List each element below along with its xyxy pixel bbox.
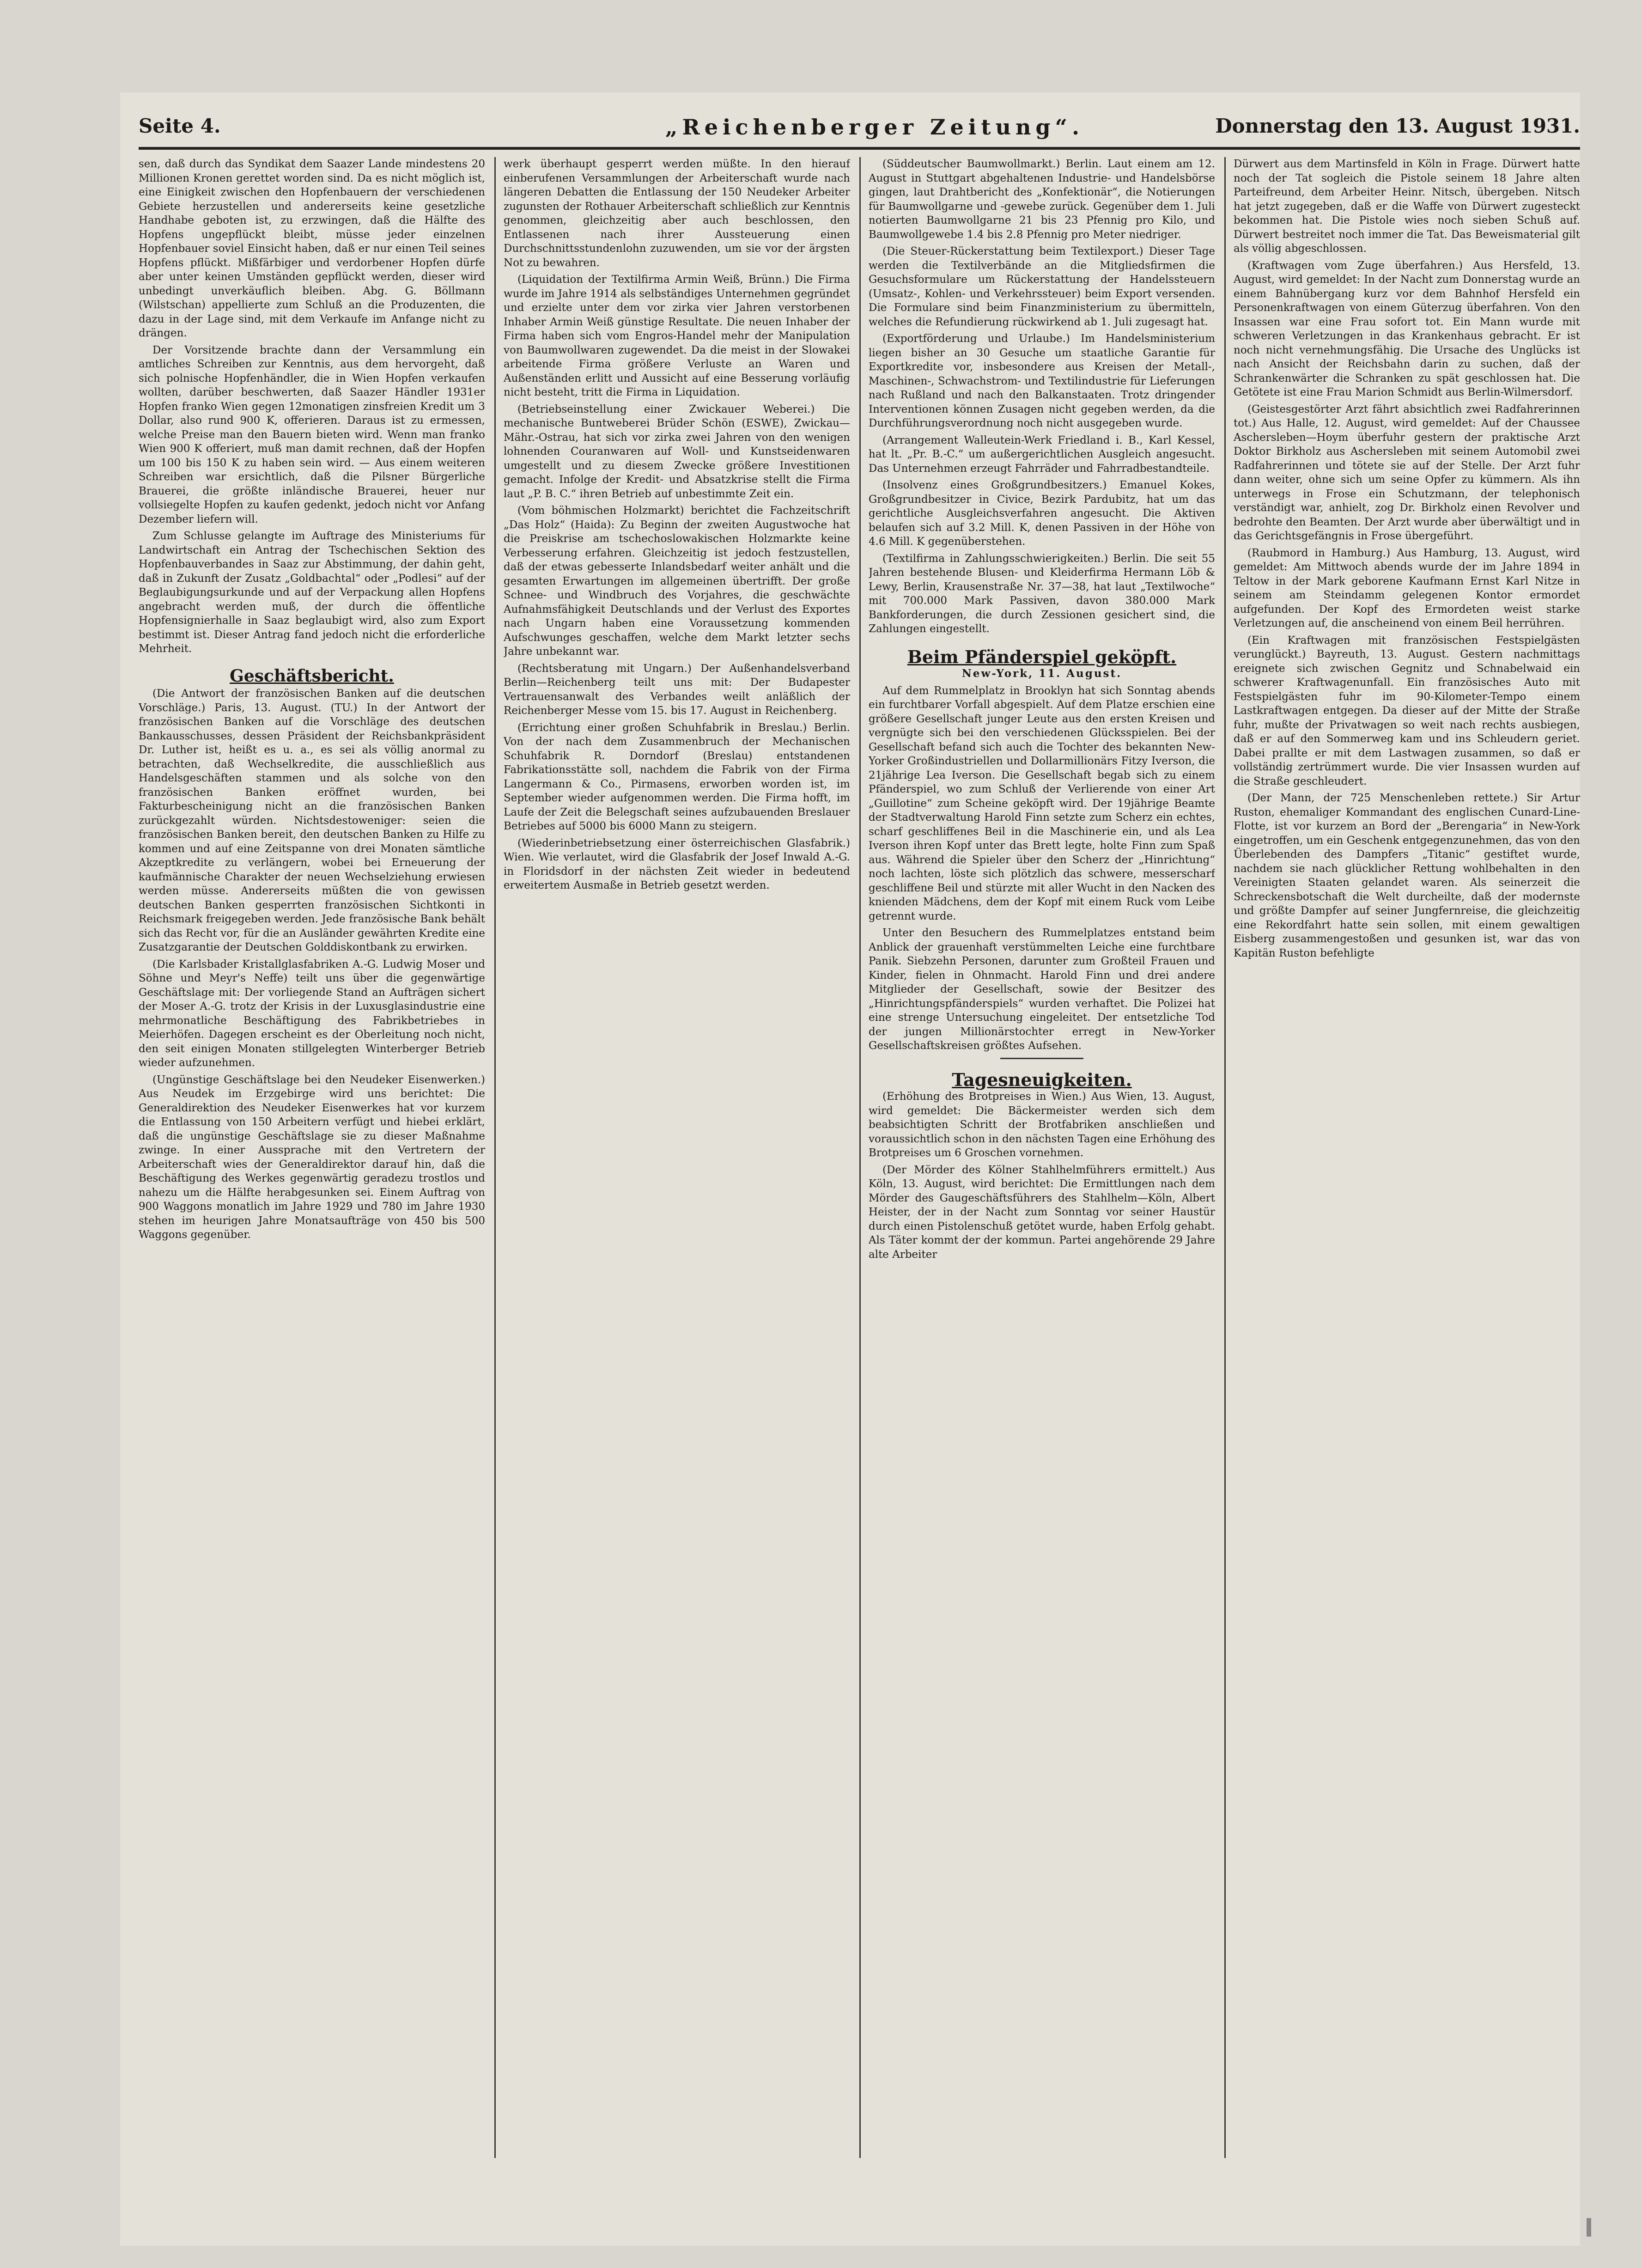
article-text: Unter den Besuchern des Rummelplatzes entstand beim Anblick der grauenhaft verstümmelten Leiche eine furchtbare Panik. Siebzehn Personen, darunter zum Großteil Frauen und Kinder, fielen in Ohnmacht. Harold Finn und drei andere Mitglieder der Gesellschaft, sowie der Besitzer des „Hinrichtungspfänderspiels“ wurden verhaftet. Die Polizei hat eine strenge Untersuchung eingeleitet. Der entsetzliche Tod der jungen Millionärstochter erregt in New-Yorker Gesellschaftskreisen größtes Aufsehen. bbox=[869, 927, 1215, 1052]
article-text: (Die Karlsbader Kristallglasfabriken A.-G. Ludwig Moser und Söhne und Meyr's Neffe) teilt uns über die gegenwärtige Geschäftslage mit: Der vorliegende Stand an Aufträgen sichert der Moser A.-G. trotz der Krisis in der Luxusglasindustrie eine mehrmonatliche Beschäftigung des Fabrikbetriebes in Meierhöfen. Dagegen erscheint es der Oberleitung noch nicht, den seit einigen Monaten stillgelegten Winterberger Betrieb wieder aufzunehmen. bbox=[139, 958, 485, 1069]
column-3 bbox=[869, 157, 1215, 2190]
section-heading-business: Geschäftsbericht. bbox=[230, 666, 394, 686]
article-text: Zum Schlusse gelangte im Auftrage des Ministeriums für Landwirtschaft ein Antrag der Tschechischen Sektion des Hopfenbauverbandes in Saaz zur Abstimmung, der dahin geht, daß in Zukunft der Zusatz „Goldbachtal“ oder „Podlesi“ auf der Beglaubigungsurkunde und auf der Verpackung allen Hopfens angebracht werden muß, der durch die öffentliche Hopfensignierhalle in Saaz beglaubigt wird, also zum Export bestimmt ist. Dieser Antrag fand jedoch nicht die erforderliche Mehrheit. bbox=[139, 530, 485, 655]
article-text: (Betriebseinstellung einer Zwickauer Weberei.) Die mechanische Buntweberei Brüder Schön (ESWE), Zwickau—Mähr.-Ostrau, hat sich vor zirka zwei Jahren von den wenigen lohnenden Couranwaren auf Woll- und Kunstseidenwaren umgestellt und zu diesem Zwecke größere Investitionen gemacht. Infolge der Kredit- und Absatzkrise stellt die Firma laut „P. B. C.“ ihren Betrieb auf unbestimmte Zeit ein. bbox=[504, 403, 850, 500]
article-text: (Textilfirma in Zahlungsschwierigkeiten.) Berlin. Die seit 55 Jahren bestehende Blusen- und Kleiderfirma Hermann Löb & Lewy, Berlin, Krausenstraße Nr. 37—38, hat laut „Textilwoche“ mit 700.000 Mark Passiven, davon 380.000 Mark Bankforderungen, die durch Zessionen gesichert sind, die Zahlungen eingestellt. bbox=[869, 552, 1215, 635]
article-text: (Ungünstige Geschäftslage bei den Neudeker Eisenwerken.) Aus Neudek im Erzgebirge wird uns berichtet: Die Generaldirektion des Neudeker Eisenwerkes hat vor kurzem die Entlassung von 150 Arbeitern verfügt und hiebei erklärt, daß die ungünstige Geschäftslage sie zu dieser Maßnahme zwinge. In einer Aussprache mit den Vertretern der Arbeiterschaft wies der Generaldirektor darauf hin, daß die Beschäftigung des Werkes gegenwärtig geradezu trostlos und nahezu um die Hälfte herabgesunken sei. Einem Auftrag von 900 Waggons monatlich im Jahre 1929 und 780 im Jahre 1930 stehen im heurigen Jahre Monatsaufträge von 450 bis 500 Waggons gegenüber. bbox=[139, 1073, 485, 1241]
page-edge-mark bbox=[1587, 2218, 1591, 2237]
page-number: Seite 4. bbox=[139, 115, 221, 137]
article-text: Dürwert aus dem Martinsfeld in Köln in Frage. Dürwert hatte noch der Tat sogleich die Pistole seinem 18 Jahre alten Parteifreund, dem Arbeiter Heinr. Nitsch, übergeben. Nitsch hat jetzt zugegeben, daß er die Waffe von Dürwert zugesteckt bekommen hat. Die Pistole wies noch sieben Schuß auf. Dürwert bestreitet noch immer die Tat. Das Beweismaterial gilt als völlig abgeschlossen. bbox=[1234, 158, 1580, 255]
page-header bbox=[139, 115, 1580, 147]
article-separator bbox=[1000, 1058, 1083, 1059]
newspaper-title: „Reichenberger Zeitung“. bbox=[665, 115, 1084, 140]
column-divider bbox=[1224, 157, 1226, 2158]
article-text: (Wiederinbetriebsetzung einer österreichischen Glasfabrik.) Wien. Wie verlautet, wird die Glasfabrik der Josef Inwald A.-G. in Floridsdorf in der nächsten Zeit wieder in bedeutend erweitertem Ausmaße in Betrieb gesetzt werden. bbox=[504, 837, 850, 891]
article-text: (Ein Kraftwagen mit französischen Festspielgästen verunglückt.) Bayreuth, 13. August. Gestern nachmittags ereignete sich zwischen Gegnitz und Schnabelwaid ein schwerer Kraftwagenunfall. Ein französisches Auto mit Festspielgästen fuhr im 90-Kilometer-Tempo einem Lastkraftwagen entgegen. Da dieser auf der Mitte der Straße fuhr, mußte der Privatwagen so weit nach rechts ausbiegen, daß er auf den Sommerweg kam und ins Schleudern geriet. Dabei prallte er mit dem Lastwagen zusammen, so daß er vollständig zertrümmert wurde. Die vier Insassen wurden auf die Straße geschleudert. bbox=[1234, 634, 1580, 787]
article-text: (Der Mörder des Kölner Stahlhelmführers ermittelt.) Aus Köln, 13. August, wird berichtet: Die Ermittlungen nach dem Mörder des Gaugeschäftsführers des Stahlhelm—Köln, Albert Heister, der in der Nacht zum Sonntag vor seiner Haustür durch einen Pistolenschuß getötet wurde, haben Erfolg gehabt. Als Täter kommt der der kommun. Partei angehörende 29 Jahre alte Arbeiter bbox=[869, 1164, 1215, 1261]
header-rule bbox=[139, 147, 1580, 150]
article-text: (Arrangement Walleutein-Werk Friedland i. B., Karl Kessel, hat lt. „Pr. B.-C.“ um außergerichtlichen Ausgleich angesucht. Das Unternehmen erzeugt Fahrräder und Fahrradbestandteile. bbox=[869, 434, 1215, 475]
issue-date: Donnerstag den 13. August 1931. bbox=[1215, 115, 1580, 137]
article-text: (Exportförderung und Urlaube.) Im Handelsministerium liegen bisher an 30 Gesuche um staatliche Garantie für Exportkredite vor, insbesondere aus Kreisen der Metall-, Maschinen-, Schwachstrom- und Textilindustrie für Lieferungen nach Rußland und nach den Balkanstaaten. Trotz dringender Interventionen können Zusagen nicht gegeben werden, da die Durchführungsverordnung noch nicht ausgegeben wurde. bbox=[869, 333, 1215, 429]
section-heading-news: Tagesneuigkeiten. bbox=[952, 1069, 1132, 1090]
article-text: (Süddeutscher Baumwollmarkt.) Berlin. Laut einem am 12. August in Stuttgart abgehaltenen Industrie- und Handelsbörse gingen, laut Drahtbericht des „Konfektionär“, die Notierungen für Baumwollgarne und -gewebe zurück. Gegenüber dem 1. Juli notierten Baumwollgarne 21 bis 23 Pfennig pro Kilo, und Baumwollgewebe 1.4 bis 2.8 Pfennig pro Meter niedriger. bbox=[869, 158, 1215, 241]
article-text: (Liquidation der Textilfirma Armin Weiß, Brünn.) Die Firma wurde im Jahre 1914 als selbständiges Unternehmen gegründet und erzielte unter dem vor zirka vier Jahren verstorbenen Inhaber Armin Weiß günstige Resultate. Die neuen Inhaber der Firma haben sich vom Engros-Handel mehr der Manipulation von Baumwollwaren zugewendet. Da die meist in der Slowakei arbeitende Firma größere Verluste an Waren und Außenständen erlitt und Aussicht auf eine Besserung vorläufig nicht besteht, tritt die Firma in Liquidation. bbox=[504, 274, 850, 398]
article-text: (Raubmord in Hamburg.) Aus Hamburg, 13. August, wird gemeldet: Am Mittwoch abends wurde der im Jahre 1894 in Teltow in der Mark geborene Kaufmann Ernst Karl Nitze in seinem am Steindamm gelegenen Kontor ermordet aufgefunden. Der Kopf des Ermordeten weist starke Verletzungen auf, die anscheinend von einem Beil herrühren. bbox=[1234, 547, 1580, 629]
article-text: Auf dem Rummelplatz in Brooklyn hat sich Sonntag abends ein furchtbarer Vorfall abgespielt. Auf dem Platze erschien eine größere Gesellschaft junger Leute aus den ersten Kreisen und vergnügte sich bei den verschiedenen Glücksspielen. Bei der Gesellschaft befand sich auch die Tochter des bekannten New-Yorker Großindustriellen und Dollarmillionärs Fitzy Iverson, die 21jährige Lea Iverson. Die Gesellschaft begab sich zu einem Pfänderspiel, wo zum Schluß der Verlierende von einer Art „Guillotine“ zum Scheine geköpft wird. Der 19jährige Beamte der Stadtverwaltung Harold Finn setzte zum Scherz ein echtes, scharf geschliffenes Beil in die Maschinerie ein, und als Lea Iverson ihren Kopf unter das Brett legte, holte Finn zum Spaß aus. Während die Spieler über den Scherz der „Hinrichtung“ noch lachten, löste sich plötzlich das schwere, messerscharf geschliffene Beil und stürzte mit aller Wucht in den Nacken des knienden Mädchens, dem der Kopf mit einem Ruck vom Leibe getrennt wurde. bbox=[869, 684, 1215, 922]
article-text: (Vom böhmischen Holzmarkt) berichtet die Fachzeitschrift „Das Holz“ (Haida): Zu Beginn der zweiten Augustwoche hat die Preiskrise am tschechoslowakischen Holzmarkte keine Verbesserung erfahren. Gleichzeitig ist jedoch festzustellen, daß der etwas gebesserte Inlandsbedarf weiter anhält und die gesamten Erwartungen im allgemeinen übertrifft. Der große Schnee- und Windbruch des Vorjahres, die geschwächte Aufnahmsfähigkeit Deutschlands und der Verlust des Exportes nach Ungarn haben eine Voraussetzung kommenden Aufschwunges geschaffen, welche dem Markt letzter sechs Jahre unbekannt war. bbox=[504, 505, 850, 658]
article-text: (Rechtsberatung mit Ungarn.) Der Außenhandelsverband Berlin—Reichenberg teilt uns mit: Der Budapester Vertrauensanwalt des Verbandes weilt anläßlich der Reichenberger Messe vom 15. bis 17. August in Reichenberg. bbox=[504, 662, 850, 717]
column-4 bbox=[1234, 157, 1580, 2190]
article-text: sen, daß durch das Syndikat dem Saazer Lande mindestens 20 Millionen Kronen gerettet worden sind. Da es nicht möglich ist, eine Einigkeit zwischen den Hopfenbauern der verschiedenen Gebiete herzustellen und andererseits keine gesetzliche Handhabe geboten ist, zu erzwingen, daß die Hälfte des Hopfens ungepflückt bleibt, müsse jeder einzelnen Hopfenbauer soviel Einsicht haben, daß er nur einen Teil seines Hopfens pflückt. Mißfärbiger und verdorbener Hopfen dürfe aber unter keinen Umständen gepflückt werden, dieser wird unbedingt unverkäuflich bleiben. Abg. G. Böllmann (Wilstschan) appellierte zum Schluß an die Produzenten, die dazu in der Lage sind, mit dem Verkaufe im Anfange nicht zu drängen. bbox=[139, 158, 485, 339]
column-1 bbox=[139, 157, 485, 2190]
article-text: Der Vorsitzende brachte dann der Versammlung ein amtliches Schreiben zur Kenntnis, aus dem hervorgeht, daß sich polnische Hopfenhändler, die in Wien Hopfen verkaufen wollten, darüber beschwerten, daß Saazer Händler 1931er Hopfen franko Wien gegen 12monatigen zinsfreien Kredit um 3 Dollar, also rund 900 K, offerieren. Daraus ist zu ermessen, welche Preise man den Bauern bieten wird. Wenn man franko Wien 900 K offeriert, muß man damit rechnen, daß der Hopfen um 100 bis 150 K zu haben sein wird. — Aus einem weiteren Schreiben war ersichtlich, daß die Pilsner Bürgerliche Brauerei, die größte inländische Brauerei, heuer nur vollsiegelte Hopfen zu kaufen gedenkt, jedoch nicht vor Anfang Dezember liefern will. bbox=[139, 344, 485, 525]
column-2 bbox=[504, 157, 850, 2190]
article-text: (Erhöhung des Brotpreises in Wien.) Aus Wien, 13. August, wird gemeldet: Die Bäckermeister werden sich dem beabsichtigten Schritt der Brotfabriken anschließen und voraussichtlich schon in den nächsten Tagen eine Erhöhung des Brotpreises um 6 Groschen vornehmen. bbox=[869, 1091, 1215, 1159]
article-title-pfaenderspiel: Beim Pfänderspiel geköpft. bbox=[907, 646, 1177, 667]
article-text: (Errichtung einer großen Schuhfabrik in Breslau.) Berlin. Von der nach dem Zusammenbruch der Mechanischen Schuhfabrik R. Dorndorf (Breslau) entstandenen Fabrikationsstätte soll, nachdem die Fabrik von der Firma Langermann & Co., Pirmasens, erworben worden ist, im September wieder aufgenommen werden. Die Firma hofft, im Laufe der Zeit die Belegschaft seines aufzubauenden Breslauer Betriebes auf 5000 bis 6000 Mann zu steigern. bbox=[504, 721, 850, 832]
article-text: (Kraftwagen vom Zuge überfahren.) Aus Hersfeld, 13. August, wird gemeldet: In der Nacht zum Donnerstag wurde an einem Bahnübergang kurz vor dem Bahnhof Hersfeld ein Personenkraftwagen von einem Güterzug überfahren. Von den Insassen war eine Frau sofort tot. Ein Mann wurde mit schweren Verletzungen in das Krankenhaus gebracht. Er ist noch nicht vernehmungsfähig. Die Ursache des Unglücks ist nach Ansicht der Reichsbahn darin zu suchen, daß der Schrankenwärter die Schranken zu spät geschlossen hat. Die Getötete ist eine Frau Marion Schmidt aus Berlin-Wilmersdorf. bbox=[1234, 259, 1580, 398]
article-text: (Insolvenz eines Großgrundbesitzers.) Emanuel Kokes, Großgrundbesitzer in Civice, Bezirk Pardubitz, hat um das gerichtliche Ausgleichsverfahren angesucht. Die Aktiven belaufen sich auf 3.2 Mill. K, denen Passiven in der Höhe von 4.6 Mill. K gegenüberstehen. bbox=[869, 479, 1215, 548]
column-divider bbox=[859, 157, 861, 2158]
article-text: (Die Steuer-Rückerstattung beim Textilexport.) Dieser Tage werden die Textilverbände an die Mitgliedsfirmen die Gesuchsformulare um Rückerstattung der Handelssteuern (Umsatz-, Kohlen- und Verkehrssteuer) beim Export versenden. Die Formulare sind beim Finanzministerium zu übermitteln, welches die Refundierung rückwirkend ab 1. Juli zugesagt hat. bbox=[869, 245, 1215, 328]
article-text: werk überhaupt gesperrt werden müßte. In den hierauf einberufenen Versammlungen der Arbeiterschaft wurde nach längeren Debatten die Entlassung der 150 Neudeker Arbeiter zugunsten der Rothauer Arbeiterschaft schließlich zur Kenntnis genommen, gleichzeitig aber auch beschlossen, den Entlassenen nach ihrer Aussteuerung einen Durchschnittsstundenlohn zuzuwenden, um sie vor der ärgsten Not zu bewahren. bbox=[504, 158, 850, 269]
article-text: (Geistesgestörter Arzt fährt absichtlich zwei Radfahrerinnen tot.) Aus Halle, 12. August, wird gemeldet: Auf der Chaussee Aschersleben—Hoym überfuhr gestern der praktische Arzt Doktor Birkholz aus Aschersleben mit seinem Automobil zwei Radfahrerinnen und tötete sie auf der Stelle. Der Arzt fuhr dann weiter, ohne sich um seine Opfer zu kümmern. Als ihn unterwegs in Frose ein Schutzmann, der telephonisch verständigt war, anhielt, zog Dr. Birkholz einen Revolver und bedrohte den Beamten. Der Arzt wurde aber überwältigt und in das Gerichtsgefängnis in Frose übergeführt. bbox=[1234, 403, 1580, 542]
article-text: (Die Antwort der französischen Banken auf die deutschen Vorschläge.) Paris, 13. August. (TU.) In der Antwort der französischen Banken auf die Vorschläge des deutschen Bankausschusses, dessen Präsident der Reichsbankpräsident Dr. Luther ist, heißt es u. a., es sei als völlig anormal zu betrachten, daß Wechselkredite, die ausschließlich aus Handelsgeschäften stammen und als solche von den französischen Banken eröffnet wurden, bei Fakturbescheinigung nicht an die französischen Banken zurückgezahlt würden. Nichtsdestoweniger: seien die französischen Banken bereit, den deutschen Banken zu Hilfe zu kommen und auf eine Zeitspanne von drei Monaten sämtliche Akzeptkredite zu verlängern, wobei bei Erneuerung der kaufmännische Charakter der neuen Wechselziehung erwiesen werden müsse. Andererseits müßten die von gewissen deutschen Banken gesperrten französischen Sichtkonti in Reichsmark freigegeben werden. Jede französische Bank behält sich das Recht vor, für die an Ausländer gewährten Kredite eine Zusatzgarantie der Deutschen Golddiskontbank zu erwirken. bbox=[139, 688, 485, 953]
column-divider bbox=[494, 157, 496, 2158]
article-text: (Der Mann, der 725 Menschenleben rettete.) Sir Artur Ruston, ehemaliger Kommandant des englischen Cunard-Line-Flotte, ist vor kurzem an Bord der „Berengaria“ in New-York eingetroffen, um ein Geschenk entgegenzunehmen, das von den Überlebenden des Dampfers „Titanic“ gestiftet wurde, nachdem sie nach glücklicher Rettung wohlbehalten in den Vereinigten Staaten gelandet waren. Als seinerzeit die Schreckensbotschaft die Welt durcheilte, daß der modernste und größte Dampfer auf seiner Jungfernreise, die gleichzeitig eine Rekordfahrt hatte sein sollen, mit einem gewaltigen Eisberg zusammengestoßen und gesunken ist, war das von Kapitän Ruston befehligte bbox=[1234, 792, 1580, 959]
dateline: New-York, 11. August. bbox=[961, 667, 1122, 680]
